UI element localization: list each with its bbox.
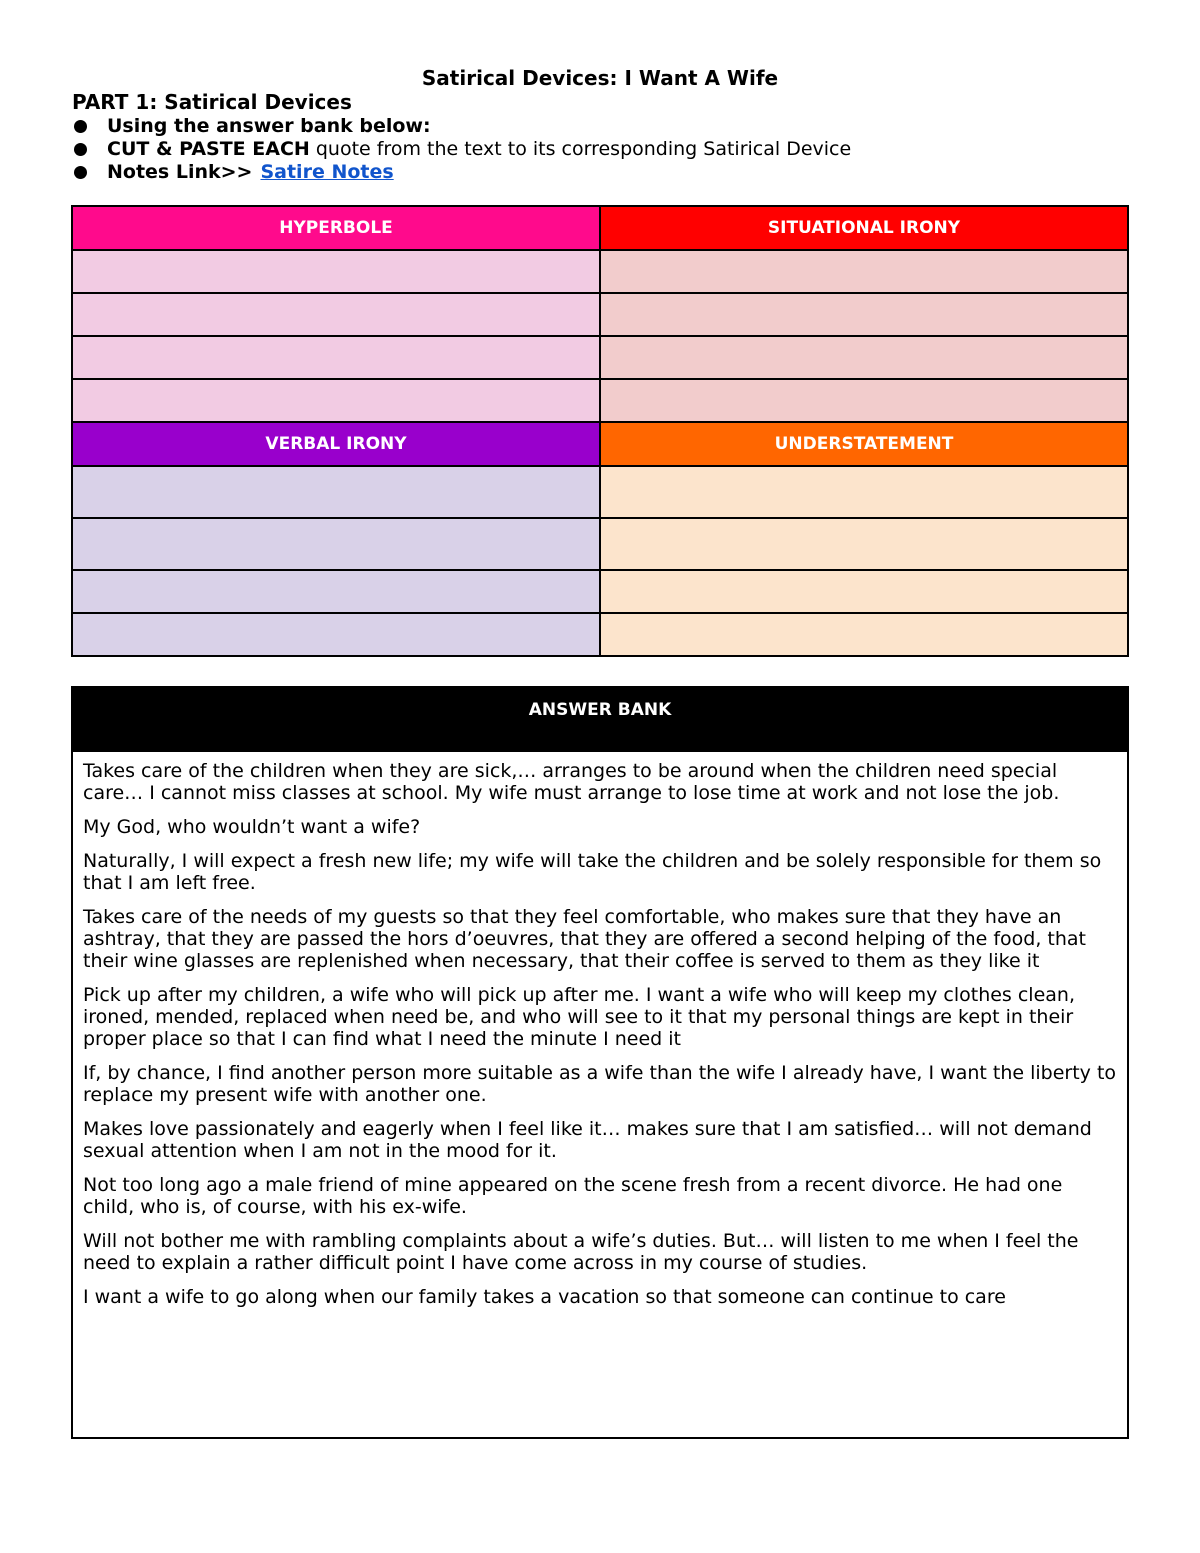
quote-item[interactable]: Makes love passionately and eagerly when I feel like it… makes sure that I am satisfied… will not demand sexual attention when I am not in the mood for it. (83, 1118, 1092, 1162)
situational-irony-cell[interactable] (600, 293, 1128, 336)
quote-item[interactable]: Will not bother me with rambling complaints about a wife’s duties. But… will listen to me when I feel the need to explain a rather difficult point I have come across in my course of studies. (83, 1230, 1079, 1274)
quote-item[interactable]: Takes care of the children when they are sick,… arranges to be around when the children need special care… I cannot miss classes at school. My wife must arrange to lose time at work and not lose the job. (83, 760, 1060, 804)
answer-bank-header: ANSWER BANK (73, 688, 1127, 752)
notes-link-label: Notes Link>> (107, 161, 253, 183)
instructions-list (72, 115, 851, 184)
verbal-irony-header: VERBAL IRONY (72, 422, 600, 466)
verbal-irony-cell[interactable] (72, 518, 600, 570)
quote-item[interactable]: Pick up after my children, a wife who will pick up after me. I want a wife who will keep my clothes clean, ironed, mended, replaced when need be, and who will see to it that my personal things are kept in their proper place so that I can find what I need the minute I need it (83, 984, 1075, 1050)
bullet-icon (74, 120, 87, 133)
situational-irony-header: SITUATIONAL IRONY (600, 206, 1128, 250)
instruction-item (72, 138, 851, 161)
quote-item[interactable]: My God, who wouldn’t want a wife? (83, 816, 421, 838)
instruction-item (72, 115, 851, 138)
hyperbole-cell[interactable] (72, 293, 600, 336)
quote-item[interactable]: I want a wife to go along when our family takes a vacation so that someone can continue to care (83, 1286, 1006, 1308)
verbal-irony-cell[interactable] (72, 613, 600, 656)
bullet-icon (74, 166, 87, 179)
quote-item[interactable]: If, by chance, I find another person more suitable as a wife than the wife I already have, I want the liberty to replace my present wife with another one. (83, 1062, 1117, 1106)
instruction-text: quote from the text to its corresponding Satirical Device (309, 138, 852, 160)
instruction-bold: CUT & PASTE EACH (107, 138, 310, 160)
hyperbole-cell[interactable] (72, 379, 600, 422)
answer-bank-body (73, 752, 1127, 1308)
quote-item[interactable]: Takes care of the needs of my guests so that they feel comfortable, who makes sure that they have an ashtray, that they are passed the hors d’oeuvres, that they are offered a second helping of the food, that their wine glasses are replenished when necessary, that their coffee is served to them as they like it (83, 906, 1087, 972)
part-heading: PART 1: Satirical Devices (72, 90, 352, 114)
satire-notes-link[interactable]: Satire Notes (260, 161, 394, 183)
situational-irony-cell[interactable] (600, 379, 1128, 422)
quote-item[interactable]: Naturally, I will expect a fresh new life; my wife will take the children and be solely responsible for them so that I am left free. (83, 850, 1102, 894)
satirical-devices-table (71, 205, 1129, 657)
bullet-icon (74, 143, 87, 156)
understatement-header: UNDERSTATEMENT (600, 422, 1128, 466)
understatement-cell[interactable] (600, 570, 1128, 613)
instruction-text: Using the answer bank below: (107, 115, 431, 137)
understatement-cell[interactable] (600, 518, 1128, 570)
answer-bank (71, 686, 1129, 1439)
page-title: Satirical Devices: I Want A Wife (421, 66, 779, 90)
quote-item[interactable]: Not too long ago a male friend of mine appeared on the scene fresh from a recent divorce. He had one child, who is, of course, with his ex-wife. (83, 1174, 1063, 1218)
verbal-irony-cell[interactable] (72, 466, 600, 518)
hyperbole-cell[interactable] (72, 250, 600, 293)
instruction-item (72, 161, 851, 184)
verbal-irony-cell[interactable] (72, 570, 600, 613)
situational-irony-cell[interactable] (600, 250, 1128, 293)
situational-irony-cell[interactable] (600, 336, 1128, 379)
understatement-cell[interactable] (600, 466, 1128, 518)
hyperbole-header: HYPERBOLE (72, 206, 600, 250)
hyperbole-cell[interactable] (72, 336, 600, 379)
understatement-cell[interactable] (600, 613, 1128, 656)
